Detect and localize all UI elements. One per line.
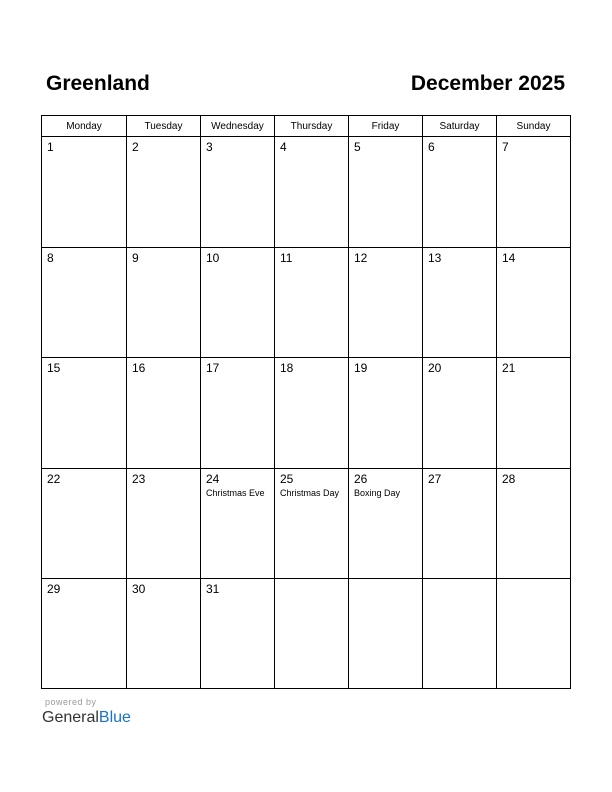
calendar-day-cell [349, 358, 423, 469]
weekday-header-monday: Monday [42, 116, 127, 137]
day-number: 5 [354, 140, 361, 154]
calendar-day-cell [349, 137, 423, 248]
day-number: 22 [47, 472, 61, 486]
calendar-day-cell [497, 137, 570, 248]
day-number: 31 [206, 582, 220, 596]
holiday-label: Boxing Day [354, 488, 401, 498]
day-number: 7 [502, 140, 509, 154]
weekday-header-wednesday: Wednesday [201, 116, 275, 137]
weekday-header-thursday: Thursday [275, 116, 349, 137]
page-title-country: Greenland [46, 72, 150, 95]
day-number: 11 [280, 251, 293, 265]
calendar-day-cell [497, 248, 570, 358]
day-number: 25 [280, 472, 294, 486]
calendar-day-cell [127, 579, 201, 688]
day-number: 8 [47, 251, 54, 265]
calendar-day-cell [127, 469, 201, 579]
calendar-day-cell [497, 579, 570, 688]
page-title-month: December 2025 [410, 72, 565, 95]
calendar-day-cell [349, 248, 423, 358]
day-number: 23 [132, 472, 146, 486]
calendar-day-cell [275, 579, 349, 688]
calendar-day-cell [201, 358, 275, 469]
calendar-day-cell [423, 358, 497, 469]
calendar-day-cell [42, 579, 127, 688]
calendar-day-cell [497, 358, 570, 469]
calendar-day-cell [275, 137, 349, 248]
day-number: 3 [206, 140, 213, 154]
calendar-day-cell [349, 469, 423, 579]
day-number: 24 [206, 472, 220, 486]
calendar-day-cell [201, 248, 275, 358]
day-number: 6 [428, 140, 435, 154]
day-number: 1 [47, 140, 54, 154]
day-number: 9 [132, 251, 139, 265]
calendar-day-cell [423, 469, 497, 579]
calendar-day-cell [42, 137, 127, 248]
day-number: 4 [280, 140, 287, 154]
day-number: 17 [206, 361, 220, 375]
calendar-day-cell [127, 248, 201, 358]
day-number: 30 [132, 582, 146, 596]
day-number: 19 [354, 361, 368, 375]
calendar-day-cell [275, 469, 349, 579]
day-number: 29 [47, 582, 61, 596]
calendar-day-cell [201, 469, 275, 579]
holiday-label: Christmas Day [280, 488, 340, 498]
calendar-day-cell [127, 358, 201, 469]
day-number: 26 [354, 472, 368, 486]
day-number: 28 [502, 472, 516, 486]
day-number: 12 [354, 251, 368, 265]
day-number: 2 [132, 140, 139, 154]
day-number: 16 [132, 361, 146, 375]
calendar-day-cell [423, 579, 497, 688]
calendar-day-cell [201, 137, 275, 248]
weekday-header-friday: Friday [349, 116, 423, 137]
calendar-day-cell [275, 248, 349, 358]
generalblue-logo[interactable] [42, 708, 131, 728]
holiday-label: Christmas Eve [206, 488, 265, 498]
calendar-day-cell [423, 248, 497, 358]
weekday-header-tuesday: Tuesday [127, 116, 201, 137]
calendar-day-cell [201, 579, 275, 688]
calendar-day-cell [497, 469, 570, 579]
weekday-header-sunday: Sunday [497, 116, 570, 137]
day-number: 14 [502, 251, 516, 265]
calendar-grid [41, 115, 571, 689]
powered-by-label: powered by [45, 697, 97, 707]
calendar-day-cell [275, 358, 349, 469]
logo-text-general: General [42, 709, 99, 726]
day-number: 10 [206, 251, 220, 265]
day-number: 21 [502, 361, 516, 375]
calendar-day-cell [42, 358, 127, 469]
calendar-day-cell [42, 248, 127, 358]
day-number: 18 [280, 361, 294, 375]
day-number: 13 [428, 251, 442, 265]
calendar-day-cell [349, 579, 423, 688]
day-number: 20 [428, 361, 442, 375]
day-number: 15 [47, 361, 61, 375]
calendar-day-cell [127, 137, 201, 248]
calendar-day-cell [42, 469, 127, 579]
logo-text-blue: Blue [98, 709, 131, 726]
calendar-day-cell [423, 137, 497, 248]
day-number: 27 [428, 472, 442, 486]
weekday-header-saturday: Saturday [423, 116, 497, 137]
